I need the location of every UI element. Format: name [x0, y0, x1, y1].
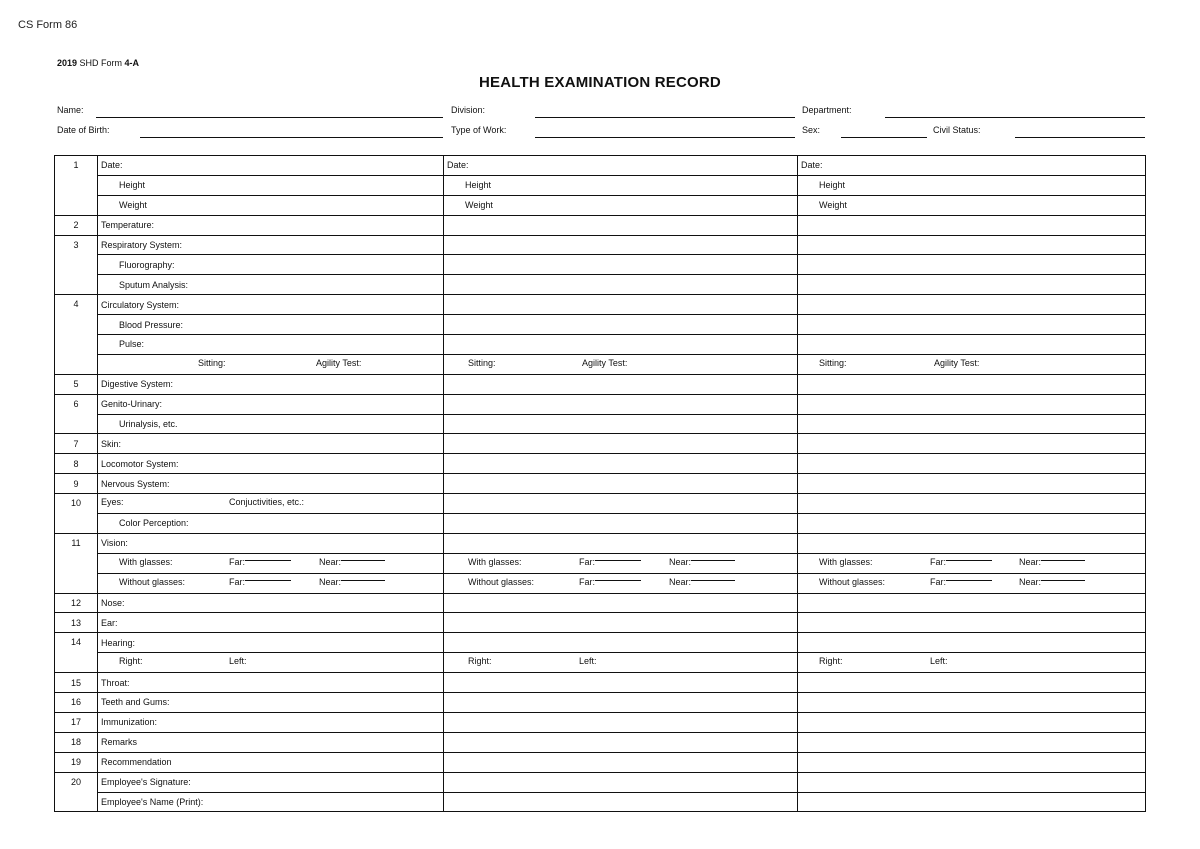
- circulatory-cell[interactable]: [444, 295, 798, 315]
- immunization-label[interactable]: Immunization:: [98, 712, 444, 732]
- date-label[interactable]: Date:: [444, 156, 798, 176]
- recommendation-cell[interactable]: [798, 752, 1146, 772]
- conjuctivities-label: Conjuctivities, etc.:: [229, 497, 305, 508]
- table-row: [55, 494, 1146, 514]
- table-row: [55, 772, 1146, 792]
- table-row: [55, 792, 1146, 812]
- row-number: 15: [55, 673, 98, 693]
- height-label[interactable]: Height: [444, 175, 798, 195]
- table-row: [55, 335, 1146, 355]
- row-number-empty: [55, 414, 98, 434]
- respiratory-label[interactable]: Respiratory System:: [98, 235, 444, 255]
- right-label: Right:: [819, 656, 843, 667]
- employee-name-cell[interactable]: [444, 792, 798, 812]
- without-glasses-cell[interactable]: [798, 573, 1146, 593]
- table-row: [55, 175, 1146, 195]
- without-glasses-label: Without glasses:: [819, 576, 886, 587]
- type-of-work-field[interactable]: [535, 137, 795, 138]
- near-field: [319, 577, 341, 587]
- fluorography-label[interactable]: Fluorography:: [98, 255, 444, 275]
- table-row: [55, 414, 1146, 434]
- table-row: [55, 394, 1146, 414]
- row-number: 19: [55, 752, 98, 772]
- agility-label: Agility Test:: [582, 357, 628, 368]
- digestive-label[interactable]: Digestive System:: [98, 374, 444, 394]
- immunization-cell[interactable]: [444, 712, 798, 732]
- row-number: 3: [55, 235, 98, 255]
- pulse-cell[interactable]: [798, 335, 1146, 355]
- far-field: [229, 557, 245, 567]
- row-number-empty: [55, 255, 98, 275]
- table-row: [55, 633, 1146, 653]
- employee-name-cell[interactable]: [798, 792, 1146, 812]
- weight-label[interactable]: Weight: [444, 195, 798, 215]
- table-row: [55, 215, 1146, 235]
- right-left-cell[interactable]: [98, 653, 444, 673]
- nose-label[interactable]: Nose:: [98, 593, 444, 613]
- table-row: [55, 752, 1146, 772]
- locomotor-label[interactable]: Locomotor System:: [98, 454, 444, 474]
- digestive-cell[interactable]: [444, 374, 798, 394]
- nervous-cell[interactable]: [444, 474, 798, 494]
- table-row: [55, 593, 1146, 613]
- far-label: Far:: [579, 576, 596, 587]
- page-title: HEALTH EXAMINATION RECORD: [479, 74, 721, 91]
- weight-label[interactable]: Weight: [98, 195, 444, 215]
- near-field: [1019, 577, 1041, 587]
- row-number-empty: [55, 573, 98, 593]
- table-row: [55, 653, 1146, 673]
- pulse-cell[interactable]: [444, 335, 798, 355]
- near-label: Near:: [1019, 556, 1042, 567]
- skin-cell[interactable]: [798, 434, 1146, 454]
- with-glasses-label: With glasses:: [468, 556, 522, 567]
- sitting-agility-cell[interactable]: [444, 354, 798, 374]
- eyes-cell[interactable]: [444, 494, 798, 514]
- table-row: [55, 315, 1146, 335]
- row-number: 4: [55, 295, 98, 315]
- blood-pressure-cell[interactable]: [798, 315, 1146, 335]
- form-id-year: 2019: [57, 58, 78, 68]
- name-field[interactable]: [96, 117, 443, 118]
- table-row: [55, 553, 1146, 573]
- row-number: 2: [55, 215, 98, 235]
- height-label[interactable]: Height: [98, 175, 444, 195]
- far-label: Far:: [930, 556, 947, 567]
- table-row: [55, 573, 1146, 593]
- form-id: [57, 58, 139, 68]
- sex-field[interactable]: [841, 137, 927, 138]
- date-label[interactable]: Date:: [798, 156, 1146, 176]
- urinalysis-cell[interactable]: [444, 414, 798, 434]
- far-label: Far:: [229, 576, 246, 587]
- row-number: 18: [55, 732, 98, 752]
- far-field: [579, 577, 595, 587]
- sputum-cell[interactable]: [444, 275, 798, 295]
- skin-label[interactable]: Skin:: [98, 434, 444, 454]
- exam-table: [54, 155, 1146, 812]
- form-number: CS Form 86: [18, 19, 78, 31]
- pulse-label[interactable]: Pulse:: [98, 335, 444, 355]
- row-number: 11: [55, 533, 98, 553]
- table-row: [55, 673, 1146, 693]
- near-label: Near:: [669, 556, 692, 567]
- far-label: Far:: [229, 556, 246, 567]
- row-number: 13: [55, 613, 98, 633]
- employee-name-label[interactable]: Employee's Name (Print):: [98, 792, 444, 812]
- division-label: Division:: [451, 105, 486, 115]
- right-label: Right:: [119, 656, 143, 667]
- table-row: [55, 156, 1146, 176]
- vision-label[interactable]: Vision:: [98, 533, 444, 553]
- row-number-empty: [55, 315, 98, 335]
- table-row: [55, 533, 1146, 553]
- locomotor-cell[interactable]: [444, 454, 798, 474]
- table-row: [55, 255, 1146, 275]
- color-perception-cell[interactable]: [798, 514, 1146, 534]
- row-number: 9: [55, 474, 98, 494]
- fluorography-cell[interactable]: [444, 255, 798, 275]
- table-row: [55, 235, 1146, 255]
- sitting-agility-cell[interactable]: [98, 354, 444, 374]
- fluorography-cell[interactable]: [798, 255, 1146, 275]
- urinalysis-cell[interactable]: [798, 414, 1146, 434]
- sitting-agility-cell[interactable]: [798, 354, 1146, 374]
- near-field: [669, 577, 691, 587]
- near-label: Near:: [669, 576, 692, 587]
- with-glasses-label: With glasses:: [119, 556, 173, 567]
- table-row: [55, 195, 1146, 215]
- dob-label: Date of Birth:: [57, 125, 110, 135]
- agility-label: Agility Test:: [934, 357, 980, 368]
- temperature-cell[interactable]: [444, 215, 798, 235]
- table-row: [55, 514, 1146, 534]
- nervous-cell[interactable]: [798, 474, 1146, 494]
- table-row: [55, 434, 1146, 454]
- eyes-label: Eyes:: [101, 497, 124, 508]
- teeth-cell[interactable]: [798, 693, 1146, 713]
- remarks-label[interactable]: Remarks: [98, 732, 444, 752]
- agility-label: Agility Test:: [316, 357, 362, 368]
- row-number: 20: [55, 772, 98, 792]
- near-field: [319, 557, 341, 567]
- nose-cell[interactable]: [444, 593, 798, 613]
- table-row: [55, 275, 1146, 295]
- row-number-empty: [55, 175, 98, 195]
- civil-status-field[interactable]: [1015, 137, 1145, 138]
- far-field: [229, 577, 245, 587]
- eyes-cell[interactable]: [98, 494, 444, 514]
- hearing-cell[interactable]: [444, 633, 798, 653]
- sex-label: Sex:: [802, 125, 821, 135]
- form-id-num: 4-A: [124, 58, 140, 68]
- sputum-label[interactable]: Sputum Analysis:: [98, 275, 444, 295]
- dob-field[interactable]: [140, 137, 443, 138]
- skin-cell[interactable]: [444, 434, 798, 454]
- form-id-middle: SHD Form: [77, 58, 125, 68]
- table-row: [55, 732, 1146, 752]
- row-number: 10: [55, 494, 98, 514]
- table-row: [55, 354, 1146, 374]
- ear-cell[interactable]: [444, 613, 798, 633]
- ear-cell[interactable]: [798, 613, 1146, 633]
- respiratory-cell[interactable]: [444, 235, 798, 255]
- color-perception-cell[interactable]: [444, 514, 798, 534]
- immunization-cell[interactable]: [798, 712, 1146, 732]
- row-number: 14: [55, 633, 98, 653]
- row-number: 1: [55, 156, 98, 176]
- row-number: 7: [55, 434, 98, 454]
- row-number: 5: [55, 374, 98, 394]
- near-field: [669, 557, 691, 567]
- division-field[interactable]: [535, 117, 795, 118]
- remarks-cell[interactable]: [444, 732, 798, 752]
- blood-pressure-label[interactable]: Blood Pressure:: [98, 315, 444, 335]
- without-glasses-label: Without glasses:: [468, 576, 535, 587]
- department-label: Department:: [802, 105, 852, 115]
- circulatory-label[interactable]: Circulatory System:: [98, 295, 444, 315]
- row-number: 6: [55, 394, 98, 414]
- table-row: [55, 454, 1146, 474]
- employee-signature-cell[interactable]: [798, 772, 1146, 792]
- row-number: 16: [55, 693, 98, 713]
- vision-cell[interactable]: [798, 533, 1146, 553]
- left-label: Left:: [579, 656, 597, 667]
- respiratory-cell[interactable]: [798, 235, 1146, 255]
- table-row: [55, 712, 1146, 732]
- date-label[interactable]: Date:: [98, 156, 444, 176]
- row-number-empty: [55, 514, 98, 534]
- row-number-empty: [55, 275, 98, 295]
- row-number-empty: [55, 335, 98, 355]
- sitting-label: Sitting:: [468, 357, 496, 368]
- row-number-empty: [55, 195, 98, 215]
- row-number-empty: [55, 792, 98, 812]
- nervous-label[interactable]: Nervous System:: [98, 474, 444, 494]
- throat-cell[interactable]: [444, 673, 798, 693]
- height-label[interactable]: Height: [798, 175, 1146, 195]
- recommendation-cell[interactable]: [444, 752, 798, 772]
- near-label: Near:: [1019, 576, 1042, 587]
- hearing-label[interactable]: Hearing:: [98, 633, 444, 653]
- with-glasses-cell[interactable]: [98, 553, 444, 573]
- row-number: 12: [55, 593, 98, 613]
- near-label: Near:: [319, 576, 342, 587]
- weight-label[interactable]: Weight: [798, 195, 1146, 215]
- near-field: [1019, 557, 1041, 567]
- table-row: [55, 613, 1146, 633]
- department-field[interactable]: [885, 117, 1145, 118]
- row-number-empty: [55, 354, 98, 374]
- blood-pressure-cell[interactable]: [444, 315, 798, 335]
- civil-status-label: Civil Status:: [933, 125, 981, 135]
- circulatory-cell[interactable]: [798, 295, 1146, 315]
- near-label: Near:: [319, 556, 342, 567]
- recommendation-label[interactable]: Recommendation: [98, 752, 444, 772]
- employee-signature-label[interactable]: Employee's Signature:: [98, 772, 444, 792]
- left-label: Left:: [930, 656, 948, 667]
- without-glasses-cell[interactable]: [444, 573, 798, 593]
- throat-label[interactable]: Throat:: [98, 673, 444, 693]
- eyes-cell[interactable]: [798, 494, 1146, 514]
- with-glasses-label: With glasses:: [819, 556, 873, 567]
- right-left-cell[interactable]: [444, 653, 798, 673]
- without-glasses-cell[interactable]: [98, 573, 444, 593]
- type-of-work-label: Type of Work:: [451, 125, 507, 135]
- digestive-cell[interactable]: [798, 374, 1146, 394]
- color-perception-label[interactable]: Color Perception:: [98, 514, 444, 534]
- remarks-cell[interactable]: [798, 732, 1146, 752]
- with-glasses-cell[interactable]: [444, 553, 798, 573]
- teeth-label[interactable]: Teeth and Gums:: [98, 693, 444, 713]
- name-label: Name:: [57, 105, 84, 115]
- table-row: [55, 693, 1146, 713]
- row-number-empty: [55, 553, 98, 573]
- urinalysis-label[interactable]: Urinalysis, etc.: [98, 414, 444, 434]
- far-field: [930, 577, 946, 587]
- ear-label[interactable]: Ear:: [98, 613, 444, 633]
- with-glasses-cell[interactable]: [798, 553, 1146, 573]
- far-label: Far:: [579, 556, 596, 567]
- without-glasses-label: Without glasses:: [119, 576, 186, 587]
- row-number-empty: [55, 653, 98, 673]
- genito-label[interactable]: Genito-Urinary:: [98, 394, 444, 414]
- row-number: 8: [55, 454, 98, 474]
- far-field: [930, 557, 946, 567]
- right-left-cell[interactable]: [798, 653, 1146, 673]
- sputum-cell[interactable]: [798, 275, 1146, 295]
- throat-cell[interactable]: [798, 673, 1146, 693]
- far-field: [579, 557, 595, 567]
- right-label: Right:: [468, 656, 492, 667]
- teeth-cell[interactable]: [444, 693, 798, 713]
- genito-cell[interactable]: [444, 394, 798, 414]
- hearing-cell[interactable]: [798, 633, 1146, 653]
- employee-signature-cell[interactable]: [444, 772, 798, 792]
- vision-cell[interactable]: [444, 533, 798, 553]
- genito-cell[interactable]: [798, 394, 1146, 414]
- sitting-label: Sitting:: [198, 357, 226, 368]
- sitting-label: Sitting:: [819, 357, 847, 368]
- temperature-cell[interactable]: [798, 215, 1146, 235]
- left-label: Left:: [229, 656, 247, 667]
- table-row: [55, 474, 1146, 494]
- row-number: 17: [55, 712, 98, 732]
- temperature-label[interactable]: Temperature:: [98, 215, 444, 235]
- table-row: [55, 295, 1146, 315]
- table-row: [55, 374, 1146, 394]
- locomotor-cell[interactable]: [798, 454, 1146, 474]
- far-label: Far:: [930, 576, 947, 587]
- nose-cell[interactable]: [798, 593, 1146, 613]
